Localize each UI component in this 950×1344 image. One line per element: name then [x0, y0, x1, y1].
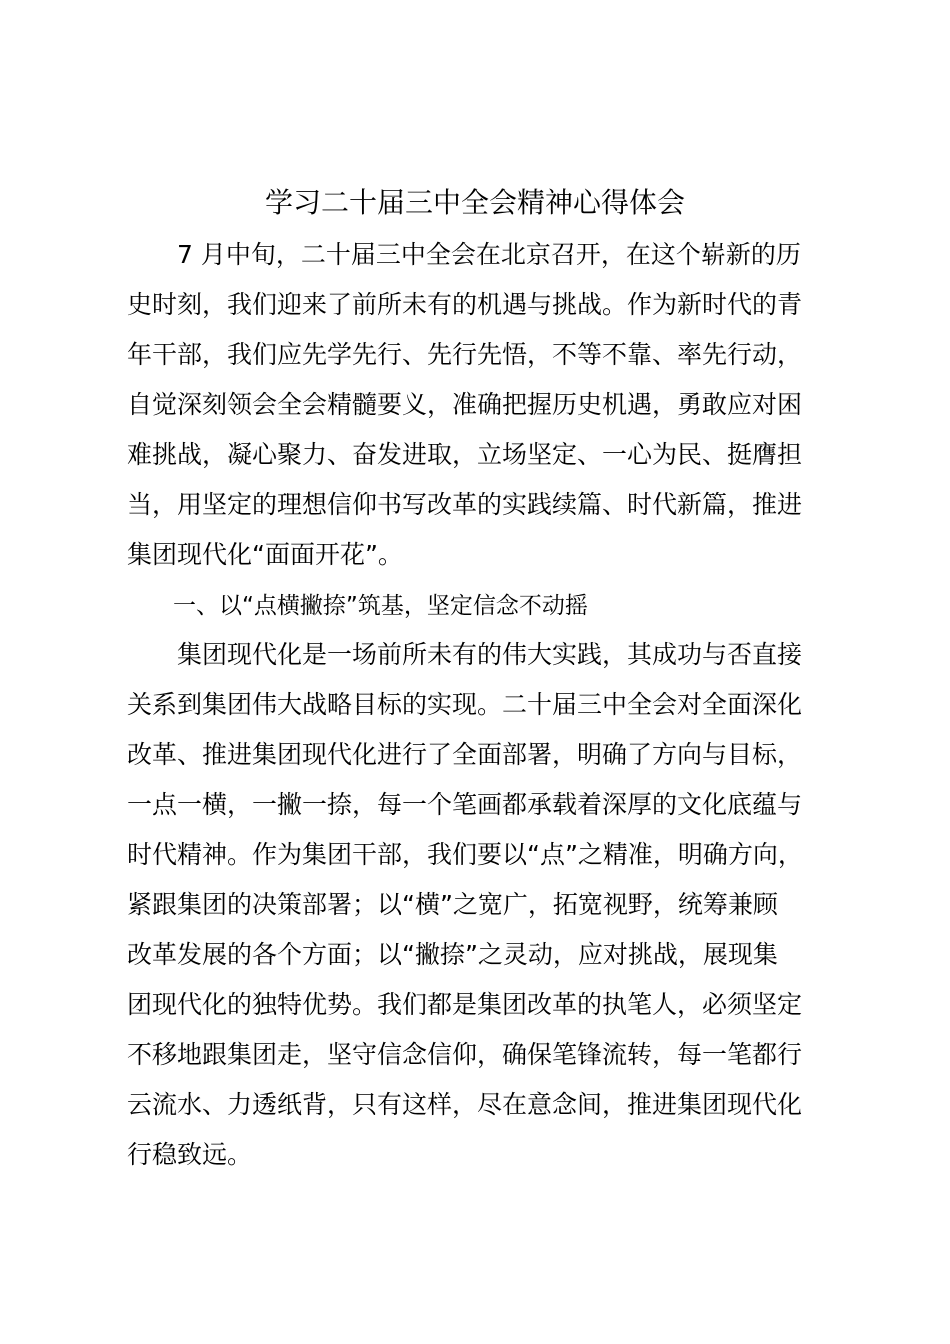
paragraph-2-line-9: 不移地跟集团走，坚守信念信仰，确保笔锋流转，每一笔都行 [127, 1040, 803, 1069]
paragraph-1-line-5: 难挑战，凝心聚力、奋发进取，立场坚定、一心为民、挺膺担 [127, 440, 803, 469]
paragraph-2-line-10: 云流水、力透纸背，只有这样，尽在意念间，推进集团现代化 [127, 1090, 803, 1119]
paragraph-1-line-2: 史时刻，我们迎来了前所未有的机遇与挑战。作为新时代的青 [127, 290, 803, 319]
document-title: 学习二十届三中全会精神心得体会 [264, 186, 685, 219]
paragraph-2-line-1: 集团现代化是一场前所未有的伟大实践，其成功与否直接 [127, 640, 803, 669]
section-heading-1: 一、以“点横撇捺”筑基，坚定信念不动摇 [127, 593, 588, 619]
paragraph-2-line-4: 一点一横，一撇一捺，每一个笔画都承载着深厚的文化底蕴与 [127, 790, 803, 819]
paragraph-2-line-7: 改革发展的各个方面；以“撇捺”之灵动，应对挑战，展现集 [127, 940, 778, 969]
paragraph-1-line-4: 自觉深刻领会全会精髓要义，准确把握历史机遇，勇敢应对困 [127, 390, 803, 419]
paragraph-1-line-7: 集团现代化“面面开花”。 [127, 540, 403, 569]
paragraph-2-line-3: 改革、推进集团现代化进行了全面部署，明确了方向与目标， [127, 740, 803, 769]
paragraph-1-line-6: 当，用坚定的理想信仰书写改革的实践续篇、时代新篇，推进 [127, 490, 803, 519]
paragraph-1-line-3: 年干部，我们应先学先行、先行先悟，不等不靠、率先行动， [127, 340, 803, 369]
paragraph-1-line-1: 7 月中旬，二十届三中全会在北京召开，在这个崭新的历 [127, 240, 801, 269]
paragraph-2-line-8: 团现代化的独特优势。我们都是集团改革的执笔人，必须坚定 [127, 990, 803, 1019]
paragraph-2-line-2: 关系到集团伟大战略目标的实现。二十届三中全会对全面深化 [127, 690, 803, 719]
paragraph-2-line-11: 行稳致远。 [127, 1140, 253, 1169]
paragraph-2-line-5: 时代精神。作为集团干部，我们要以“点”之精准，明确方向， [127, 840, 803, 869]
paragraph-2-line-6: 紧跟集团的决策部署；以“横”之宽广，拓宽视野，统筹兼顾 [127, 890, 778, 919]
